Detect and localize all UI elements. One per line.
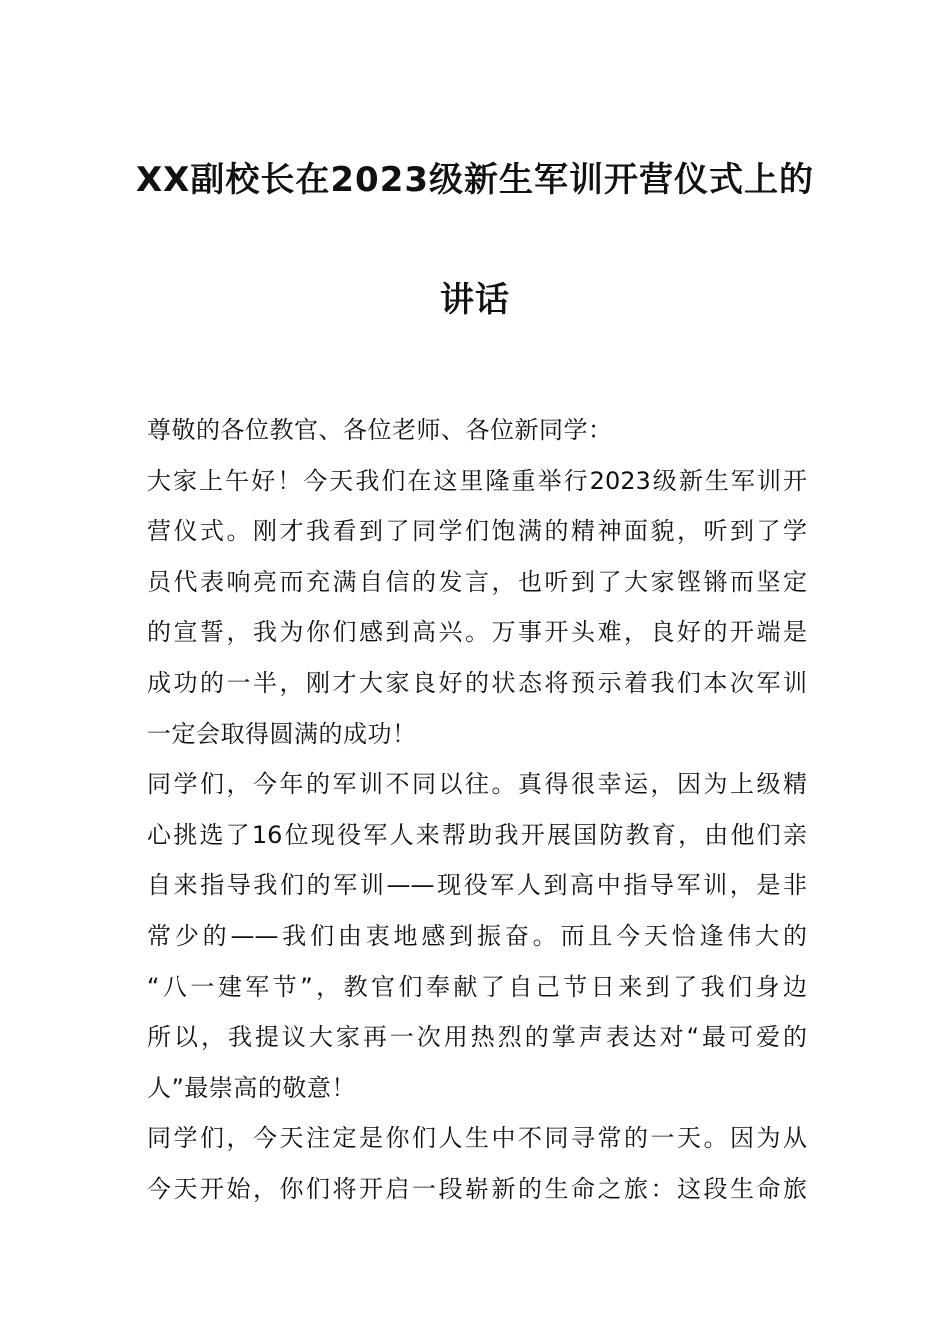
body-line: 同学们，今天注定是你们人生中不同寻常的一天。因为从 — [147, 1124, 807, 1153]
body-line: 今天开始，你们将开启一段崭新的生命之旅：这段生命旅 — [147, 1174, 807, 1203]
body-line: 员代表响亮而充满自信的发言，也听到了大家铿锵而坚定 — [147, 567, 807, 596]
body-line: 同学们，今年的军训不同以往。真得很幸运，因为上级精 — [147, 770, 807, 799]
body-line: 的宣誓，我为你们感到高兴。万事开头难，良好的开端是 — [147, 618, 807, 647]
body-line: 营仪式。刚才我看到了同学们饱满的精神面貌，听到了学 — [147, 517, 807, 546]
body-line: 人”最崇高的敬意！ — [147, 1073, 356, 1102]
body-line: 心挑选了16位现役军人来帮助我开展国防教育，由他们亲 — [147, 820, 807, 849]
document-body — [147, 412, 807, 1222]
salutation-line: 尊敬的各位教官、各位老师、各位新同学： — [147, 416, 613, 444]
body-line: “八一建军节”，教官们奉献了自己节日来到了我们身边 — [147, 972, 807, 1001]
document-title-line-1: XX副校长在2023级新生军训开营仪式上的 — [135, 160, 815, 200]
document-title-line-2: 讲话 — [440, 280, 510, 320]
body-line: 自来指导我们的军训——现役军人到高中指导军训，是非 — [147, 871, 807, 900]
body-line: 一定会取得圆满的成功！ — [147, 719, 417, 748]
body-line: 大家上午好！今天我们在这里隆重举行2023级新生军训开 — [147, 466, 807, 495]
body-line: 成功的一半，刚才大家良好的状态将预示着我们本次军训 — [147, 668, 807, 697]
body-line: 常少的——我们由衷地感到振奋。而且今天恰逢伟大的 — [147, 921, 807, 950]
body-line: 所以，我提议大家再一次用热烈的掌声表达对“最可爱的 — [147, 1023, 807, 1052]
